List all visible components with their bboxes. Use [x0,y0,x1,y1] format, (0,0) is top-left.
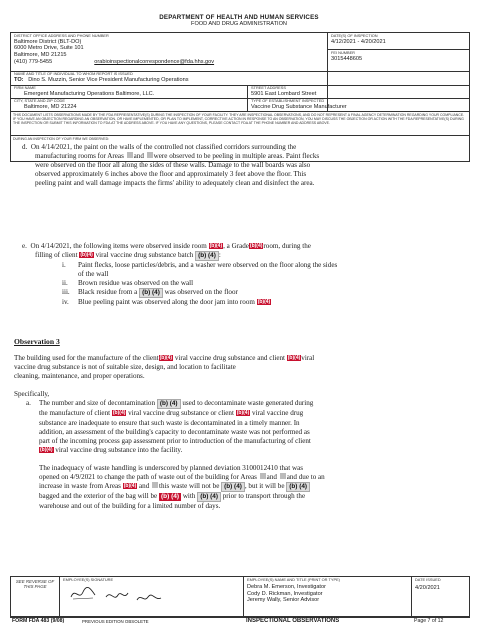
signature-1 [69,585,97,602]
redaction-label: (b) (4) [286,482,310,492]
firm-label: FIRM NAME [14,85,36,90]
obs3-text: the manufacture of client [39,409,111,418]
district-phone: (410) 779-5455 [14,58,53,65]
item-d-line: were observed on the floor all along the sides of these walls. Damage to the wall boards was also [35,161,311,170]
sub-marker: iii. [62,288,70,297]
redaction-label: (b)(4) [287,355,301,362]
during-inspection-label: DURING AN INSPECTION OF YOUR FIRM WE OBSERVED: [13,137,110,141]
item-e-line: , a Grade [223,242,249,250]
redaction-label: (b)(4) [112,410,126,417]
street-address: 5901 East Lombard Street [251,90,317,97]
employee-3: Jeremy Wally, Senior Advisor [247,597,320,604]
redaction-box [147,152,153,158]
district-email[interactable]: orabioinspectionalcorrespondence@fda.hhs.gov [94,58,215,65]
observation-3 [14,337,466,511]
redaction-box [152,482,158,488]
district-city: Baltimore, MD 21215 [14,52,67,59]
firm-name: Emergent Manufacturing Operations Baltimore, LLC. [24,90,155,97]
agency-title: FOOD AND DRUG ADMINISTRATION [191,21,287,27]
obs3-text: viral vaccine drug substance into the facility. [55,445,183,454]
redaction-label: (b) (4) [197,492,221,502]
date-issued: 4/20/2021 [415,585,440,591]
item-e-line: viral vaccine drug substance batch [95,251,194,260]
redaction-label: (b)(4) [236,410,250,417]
item-d-marker: d. [22,143,28,151]
obs3-text: part of the incoming process gap assessment prior to introduction of the manufacturing of client [39,436,311,445]
item-e [22,242,462,307]
redaction-box [260,473,266,479]
recipient-name: Dino S. Muzzin, Senior Vice President Manufacturing Operations [28,76,189,83]
obs3-text: The building used for the manufacture of the client [14,354,159,363]
obs3-text: viral vaccine drug substance and client [174,354,285,363]
redaction-label: (b)(4) [257,299,271,306]
item-d-line: and [133,152,144,161]
form-483-page [4,10,474,632]
item-d-line: On 4/14/2021, the paint on the walls of the controlled not classified corridors surrounding the [30,143,297,151]
signature-2 [103,587,131,604]
sub-item-text: Paint flecks, loose particles/debris, and a washer were observed on the floor along the sides [78,261,338,270]
obs3-text: viral vaccine drug substance or client [128,409,234,418]
sub-marker: ii. [62,279,68,288]
obs3-text: addition, an assessment of the building's capacity to decontaminate waste was not performed as [39,427,310,436]
obs3-text: The number and size of decontamination [39,399,156,408]
obs3-text: and [266,473,277,482]
item-e-line: filling of client [35,251,78,260]
obs3-text: vaccine drug substance is not of suitable size, design, and location to facilitate [14,363,236,372]
redaction-label: (b) (4) [139,288,163,298]
date-issued-label: DATE ISSUED [415,577,441,582]
form-title: INSPECTIONAL OBSERVATIONS [246,618,340,624]
obs3-text: cleaning, maintenance, and proper operations. [14,372,145,381]
recipient-label: NAME AND TITLE OF INDIVIDUAL TO WHOM REPORT IS ISSUED [14,71,133,76]
obs3-text: opened on 4/9/2021 to change the path of waste out of the building for Areas [39,473,257,482]
item-d-line: were observed to be peeling in multiple areas. Paint flecks [153,152,320,161]
redaction-box [127,152,133,158]
obs3-text: viral vaccine drug [252,409,304,418]
obs3-text: and due to an [286,473,325,482]
obs3-text: bagged and the exterior of the bag will be [39,492,158,501]
item-d-line: observed approximately 6 inches above the floor and approximately 3 feet above the floor. This [35,170,307,179]
redaction-label: (b)(4) [123,483,137,490]
redaction-label: (b)(4) [40,446,53,453]
form-footer [10,616,470,626]
item-e-line: : [218,251,221,260]
obs3-text: used to decontaminate waste generated during [182,399,314,408]
employee-2: Cody D. Rickman, Investigator [247,590,323,597]
district-name: Baltimore District (BLT-DO) [14,38,82,45]
sub-item-text: was observed on the floor [164,288,238,297]
street-label: STREET ADDRESS [251,85,286,90]
form-number: FORM FDA 483 (9/08) [12,618,65,624]
city-state-zip: Baltimore, MD 21224 [24,103,77,110]
item-e-line: room, during the [263,242,311,250]
previous-edition-note: PREVIOUS EDITION OBSOLETE [82,619,149,624]
form-header [4,14,474,27]
recipient-to: TO: [14,76,24,83]
employee-name-label: EMPLOYEE(S) NAME AND TITLE (PRINT OR TYPE) [247,577,340,582]
obs3-text: substance are inadequate to ensure that such waste is decontaminated in a timely manner. In [39,418,300,427]
obs3-text: , but it will be [244,482,285,491]
establishment-label: TYPE OF ESTABLISHMENT INSPECTED [251,98,325,103]
establishment-type: Vaccine Drug Substance Manufacturer [251,103,347,110]
sub-item-text: of the wall [78,270,109,279]
obs3-text: prior to transport through the [222,492,306,501]
item-e-marker: e. [22,242,27,250]
page-number: Page 7 of 12 [414,618,444,624]
sub-item-text: Blue peeling paint was observed along the door jam into room [78,298,255,307]
item-e-line: On 4/14/2021, the following items were observed inside room [30,242,207,250]
fei-label: FEI NUMBER [331,50,355,55]
district-street: 6000 Metro Drive, Suite 101 [14,45,84,52]
department-title: DEPARTMENT OF HEALTH AND HUMAN SERVICES [159,14,319,21]
sub-marker: iv. [62,298,69,307]
sub-item-text: Black residue from a [78,288,138,297]
item-d-line: peeling paint and wall damage impacts the firms' ability to adequately clean and disinfect the area. [35,179,315,188]
obs3-text: The inadequacy of waste handling is underscored by planned deviation 3100012410 that was [39,463,303,472]
obs3-text: increase in waste from Areas [39,482,121,491]
obs3-text: with [182,492,196,501]
obs3-text: warehouse and out of the building for a limited number of days. [39,502,221,511]
district-label: DISTRICT OFFICE ADDRESS AND PHONE NUMBER [14,33,109,38]
inspection-dates: 4/12/2021 - 4/20/2021 [331,38,386,45]
obs3-text: this waste will not be [159,482,220,491]
redaction-label: (b)(4) [80,252,93,259]
obs3-text: viral [301,354,315,363]
redaction-label: (b) (4) [221,482,245,492]
signature-label: EMPLOYEE(S) SIGNATURE [63,577,114,582]
redaction-label: (b) (4) [195,251,219,261]
sub-item-text: Brown residue was observed on the wall [78,279,194,288]
city-label: CITY, STATE AND ZIP CODE [14,98,65,103]
see-reverse-label: SEE REVERSE OF THIS PAGE [15,579,55,590]
item-d-line: manufacturing rooms for Areas [35,152,124,161]
redaction-box [280,473,286,479]
item-a-marker: a. [26,399,31,408]
signature-3 [135,589,163,606]
redaction-label: (b)(4) [209,243,223,249]
disclaimer-text: THIS DOCUMENT LISTS OBSERVATIONS MADE BY THE FDA REPRESENTATIVE(S) DURING THE INSPECTION OF YOUR FACILITY. THEY ARE INSPECTIONAL OBSERVATIONS, AND DO NOT REPRESENT A FINAL AGENCY DETERMINATION REGARDING YOUR COMPLIANCE. IF YOU HAVE AN OBJECTION REGARDING AN OBSERVATION, OR HAVE IMPLEMENTED, OR PLAN TO IMPLEMENT, CORRECTIVE ACTION IN RESPONSE TO AN OBSERVATION, YOU MAY DISCUSS THE OBJECTION OR ACTION WITH THE FDA REPRESENTATIVE(S) DURING THE INSPECTION OR SUBMIT THIS INFORMATION TO FDA AT THE ADDRESS ABOVE. IF YOU HAVE ANY QUESTIONS, PLEASE CONTACT FDA AT THE PHONE NUMBER AND ADDRESS ABOVE. [13,113,465,126]
obs3-text: and [139,482,150,491]
obs3-text: Specifically, [14,390,50,399]
redaction-label: (b)(4) [159,355,173,362]
item-d [22,143,462,188]
inspection-dates-label: DATE(S) OF INSPECTION [331,33,378,38]
fei-number: 3015448605 [331,55,363,62]
employee-1: Debra M. Emerson, Investigator [247,584,326,590]
sub-marker: i. [62,261,66,270]
redaction-label: (b)(4) [249,243,263,249]
observation-heading: Observation 3 [14,337,60,346]
redaction-label: (b) (4) [157,399,181,409]
signature-block [10,576,470,618]
redaction-label: (b) (4) [160,493,180,501]
